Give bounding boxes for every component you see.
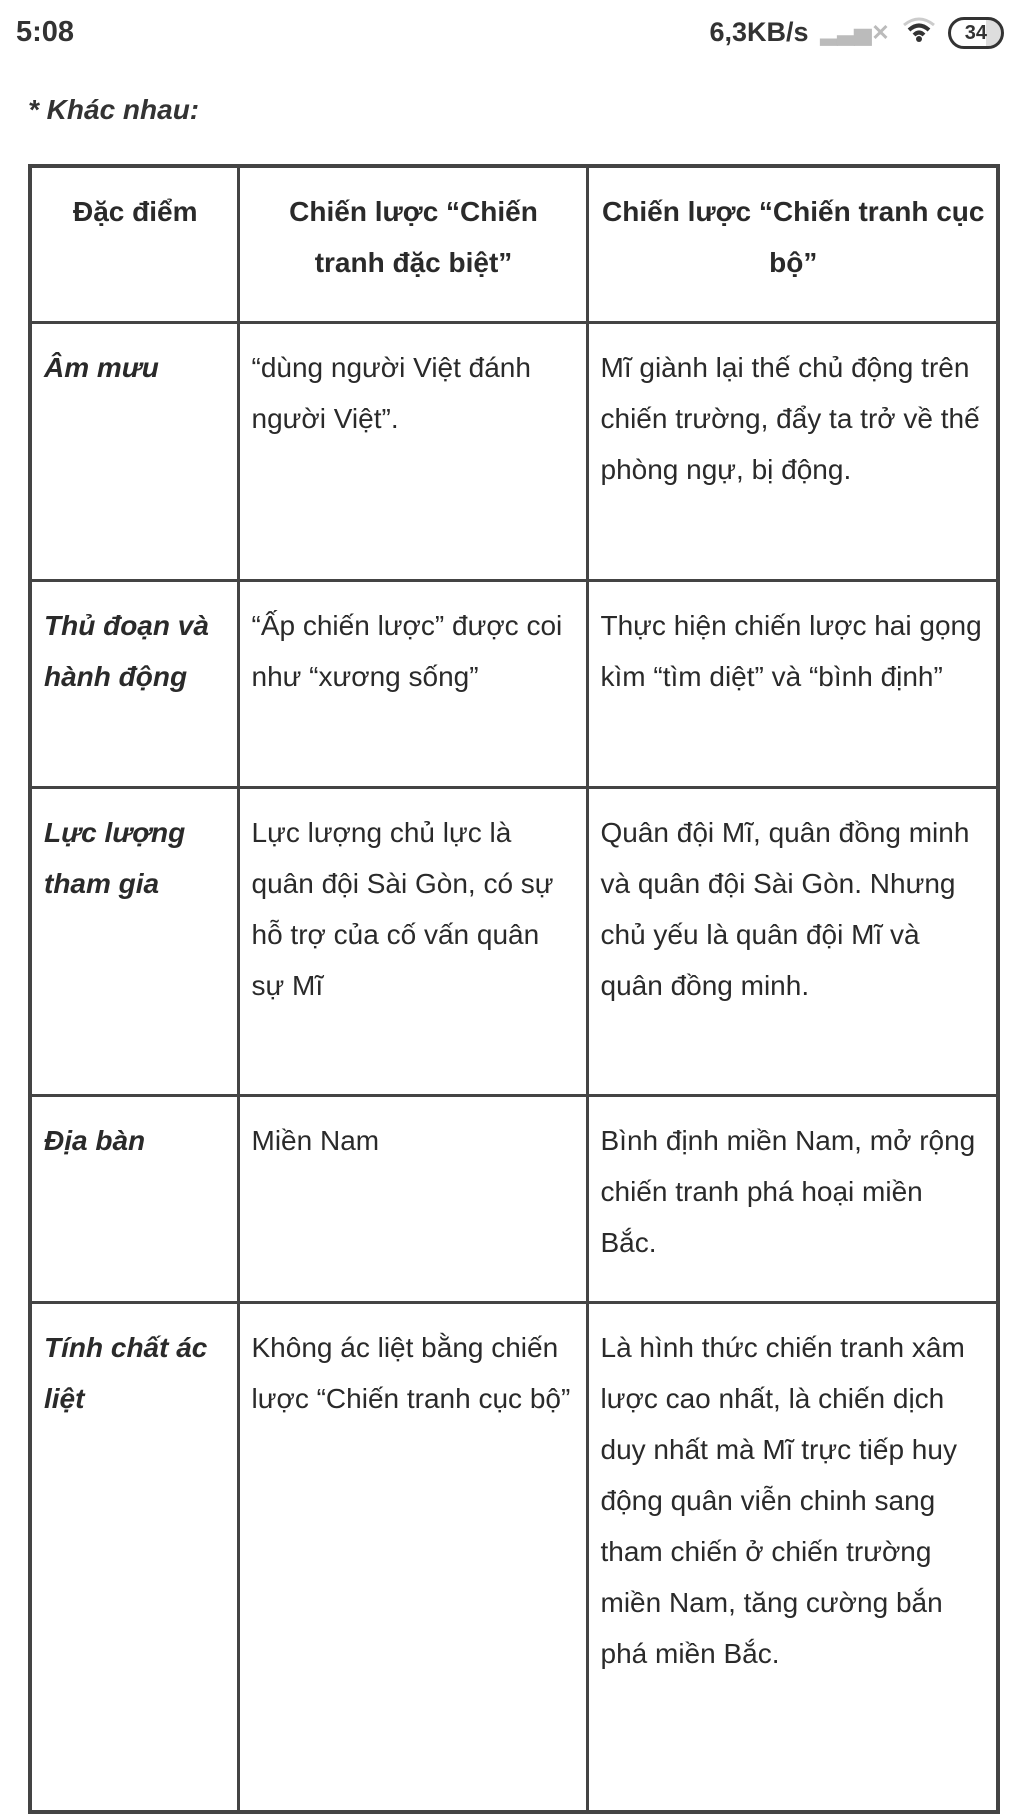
- header-cell: Chiến lược “Chiến tranh cục bộ”: [587, 166, 998, 322]
- section-heading: * Khác nhau:: [28, 94, 200, 125]
- status-bar: [0, 0, 1024, 70]
- cell: Thực hiện chiến lược hai gọng kìm “tìm diệt” và “bình định”: [587, 580, 998, 787]
- wifi-icon: [902, 16, 936, 49]
- table-row: [30, 322, 998, 580]
- header-cell: Chiến lược “Chiến tranh đặc biệt”: [238, 166, 587, 322]
- header-cell: Đặc điểm: [30, 166, 238, 322]
- cell: “dùng người Việt đánh người Việt”.: [238, 322, 587, 580]
- signal-icon: ▂▃▅✕: [820, 19, 890, 45]
- cell: “Ấp chiến lược” được coi như “xương sống”: [238, 580, 587, 787]
- cell: Miền Nam: [238, 1095, 587, 1302]
- table-row: [30, 1302, 998, 1812]
- cell: Là hình thức chiến tranh xâm lược cao nhất, là chiến dịch duy nhất mà Mĩ trực tiếp huy động quân viễn chinh sang tham chiến ở chiến trường miền Nam, tăng cường bắn phá miền Bắc.: [587, 1302, 998, 1812]
- battery-icon: 34: [948, 17, 1004, 49]
- status-icons: [709, 16, 1004, 49]
- cell: Quân đội Mĩ, quân đồng minh và quân đội Sài Gòn. Nhưng chủ yếu là quân đội Mĩ và quân đồng minh.: [587, 787, 998, 1095]
- row-key: Tính chất ác liệt: [30, 1302, 238, 1812]
- row-key: Lực lượng tham gia: [30, 787, 238, 1095]
- cell: Lực lượng chủ lực là quân đội Sài Gòn, có sự hỗ trợ của cố vấn quân sự Mĩ: [238, 787, 587, 1095]
- table-row: [30, 787, 998, 1095]
- clock: 5:08: [16, 16, 75, 48]
- row-key: Địa bàn: [30, 1095, 238, 1302]
- cell: Không ác liệt bằng chiến lược “Chiến tranh cục bộ”: [238, 1302, 587, 1812]
- cell: Mĩ giành lại thế chủ động trên chiến trường, đẩy ta trở về thế phòng ngự, bị động.: [587, 322, 998, 580]
- comparison-table: [28, 164, 1000, 1814]
- table-row: [30, 1095, 998, 1302]
- table-row: [30, 580, 998, 787]
- row-key: Âm mưu: [30, 322, 238, 580]
- network-speed: 6,3KB/s: [709, 17, 809, 47]
- table-header-row: [30, 166, 998, 322]
- row-key: Thủ đoạn và hành động: [30, 580, 238, 787]
- cell: Bình định miền Nam, mở rộng chiến tranh phá hoại miền Bắc.: [587, 1095, 998, 1302]
